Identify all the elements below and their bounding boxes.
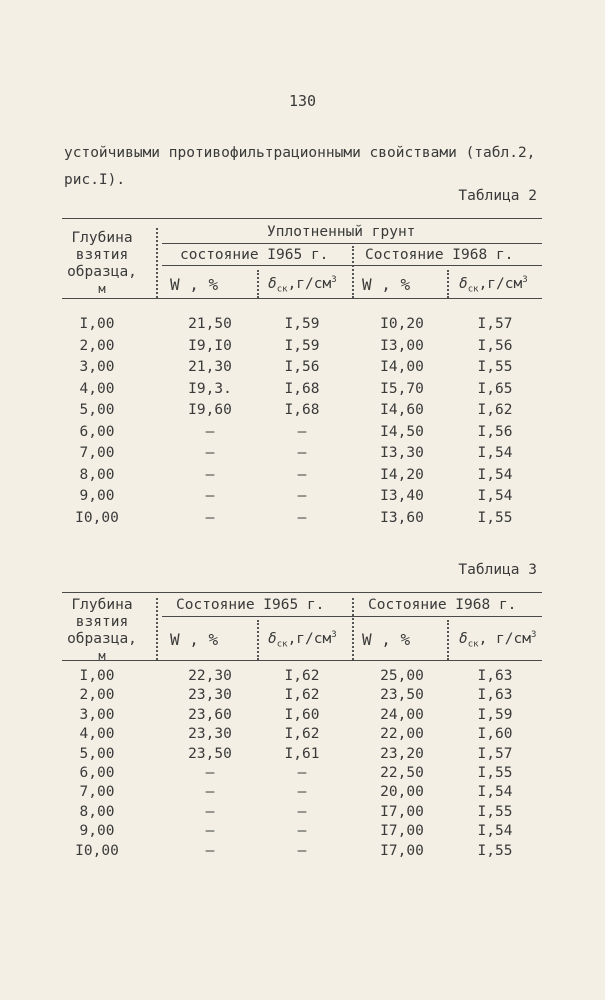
table3-density-1968: $\delta_{ск}$, $г/см^3$ [459,630,537,650]
table3-depth-header-line: взятия [75,614,129,630]
cell-density-1965: I,56 [284,359,320,375]
cell-w-1965: – [205,784,215,801]
cell-density-1965: I,62 [284,726,320,743]
cell-density-1965: – [297,765,307,781]
table2-depth-header-line: Глубина [71,230,133,246]
table3-caption: Таблица 3 [458,562,537,578]
table-row [62,843,542,864]
cell-depth: 4,00 [79,726,115,743]
cell-density-1968: I,56 [477,423,513,440]
cell-density-1965: I,59 [284,316,320,332]
cell-density-1965: I,59 [284,337,320,354]
table2-divider [156,228,158,298]
density-subscript: ск [276,284,288,295]
cell-depth: 5,00 [79,745,115,762]
table2-depth-header-line: взятия [75,247,129,263]
cell-w-1968: 25,00 [380,668,424,684]
table3-state-1968: Состояние I968 г. [368,597,517,613]
table-row [62,784,542,805]
cell-w-1968: I3,00 [380,337,424,354]
cell-w-1965: – [205,842,215,859]
cell-w-1968: I7,00 [380,823,424,840]
cell-depth: 8,00 [79,803,115,820]
cell-density-1968: I,54 [477,823,513,840]
cell-depth: 7,00 [79,784,115,801]
table2-divider [447,270,449,298]
cell-density-1965: I,68 [284,402,320,418]
cell-w-1965: 22,30 [188,668,232,684]
table-row [62,338,542,359]
table2-group-rule [162,243,542,244]
table-row [62,445,542,466]
cell-w-1965: I9,60 [188,402,232,418]
cell-depth: 5,00 [79,402,115,418]
cell-w-1968: 20,00 [380,784,424,801]
cell-w-1968: 24,00 [380,706,424,723]
cell-w-1965: 21,30 [188,359,232,375]
cell-w-1968: I4,20 [380,466,424,483]
cell-density-1965: I,68 [284,380,320,397]
table2-divider [352,246,354,298]
cell-density-1968: I,55 [477,359,513,375]
density-subscript: ск [467,639,479,650]
table2 [62,218,542,538]
cell-density-1968: I,60 [477,726,513,743]
table3-divider [156,598,158,660]
table3-depth-header-line: м [98,649,106,663]
density-sup: 3 [331,630,337,640]
cell-density-1968: I,59 [477,706,513,723]
cell-density-1968: I,62 [477,402,513,418]
table3-w-1965: W , % [170,630,219,649]
cell-w-1965: – [205,488,215,504]
cell-w-1968: I7,00 [380,842,424,859]
cell-w-1965: 23,60 [188,706,232,723]
table3-divider [257,620,259,660]
table2-density-1968 [459,275,528,295]
cell-w-1965: 23,50 [188,745,232,762]
cell-w-1965: – [205,445,215,461]
table-row [62,381,542,402]
cell-w-1965: – [205,466,215,483]
cell-w-1965: – [205,423,215,440]
cell-w-1968: I7,00 [380,803,424,820]
cell-w-1968: 23,50 [380,687,424,704]
table-row [62,707,542,728]
table-row [62,424,542,445]
cell-density-1965: – [297,445,307,461]
cell-w-1965: – [205,823,215,840]
density-sup: 3 [530,630,537,640]
cell-density-1968: I,54 [477,445,513,461]
table-row [62,726,542,747]
cell-w-1968: 23,20 [380,745,424,762]
cell-w-1968: 22,50 [380,765,424,781]
density-symbol: δ [268,275,277,292]
table-row [62,668,542,689]
cell-density-1968: I,63 [477,668,513,684]
cell-w-1965: – [205,765,215,781]
table3-divider [447,620,449,660]
table-row [62,488,542,509]
table2-depth-header-line: м [98,282,106,296]
table2-w-1968: W , % [362,275,411,294]
table-row [62,804,542,825]
cell-density-1965: – [297,509,307,526]
cell-density-1965: – [297,466,307,483]
cell-depth: 6,00 [79,765,115,781]
table2-depth-header [62,230,142,298]
density-symbol: δ [459,630,468,647]
cell-density-1965: – [297,823,307,840]
table-row [62,359,542,380]
cell-density-1968: I,55 [477,842,513,859]
density-sup: 3 [522,275,528,285]
cell-depth: 3,00 [79,359,115,375]
cell-density-1968: I,63 [477,687,513,704]
table2-divider [257,270,259,298]
density-symbol: δ [268,630,277,647]
table-row [62,316,542,337]
table3-divider [352,598,354,660]
density-unit: ,г/см [287,630,332,647]
cell-depth: I,00 [79,668,115,684]
table3-state-rule [162,616,542,617]
density-unit: ,г/см [478,275,523,292]
cell-w-1968: I3,60 [380,509,424,526]
cell-density-1965: – [297,423,307,440]
table3-depth-header-line: образца, [67,631,137,647]
table-row [62,765,542,786]
density-subscript: ск [276,639,288,650]
table3-depth-header [62,597,142,665]
cell-w-1965: 21,50 [188,316,232,332]
cell-density-1968: I,54 [477,488,513,504]
table2-density-1965 [268,275,337,295]
table3-w-1968: W , % [362,630,411,649]
paragraph [64,140,554,194]
cell-w-1968: I5,70 [380,380,424,397]
table3-density-1965 [268,630,337,650]
table2-state-1965: состояние I965 г. [180,247,329,263]
cell-density-1968: I,57 [477,316,513,332]
cell-w-1968: I4,50 [380,423,424,440]
table-row [62,402,542,423]
table-row [62,510,542,531]
cell-density-1968: I,55 [477,765,513,781]
density-unit: ,г/см [287,275,332,292]
density-sup: 3 [331,275,337,285]
cell-depth: 8,00 [79,466,115,483]
cell-density-1965: I,61 [284,745,320,762]
table2-state-1968: Состояние I968 г. [365,247,514,263]
table3-header-rule [62,660,542,661]
cell-density-1968: I,65 [477,380,513,397]
cell-w-1968: I3,40 [380,488,424,504]
table-row [62,467,542,488]
table3-depth-header-line: Глубина [71,597,133,613]
table3-top-rule [62,592,542,593]
cell-density-1968: I,54 [477,466,513,483]
cell-w-1965: – [205,509,215,526]
cell-density-1965: I,62 [284,687,320,704]
cell-w-1968: I0,20 [380,316,424,332]
cell-depth: 6,00 [79,423,115,440]
cell-w-1968: I4,00 [380,359,424,375]
cell-depth: 3,00 [79,706,115,723]
cell-density-1965: I,62 [284,668,320,684]
cell-density-1965: – [297,488,307,504]
cell-depth: 7,00 [79,445,115,461]
cell-w-1965: 23,30 [188,687,232,704]
cell-density-1968: I,57 [477,745,513,762]
density-subscript: ск [467,284,479,295]
table2-w-1965: W , % [170,275,219,294]
table-row [62,746,542,767]
density-unit: г/см [496,630,531,647]
table2-header-rule [62,298,542,299]
cell-w-1968: I4,60 [380,402,424,418]
cell-density-1965: – [297,784,307,801]
cell-depth: 9,00 [79,823,115,840]
table2-state-rule [162,265,542,266]
table3 [62,592,542,882]
cell-depth: 4,00 [79,380,115,397]
density-symbol: δ [459,275,468,292]
cell-density-1968: I,55 [477,509,513,526]
cell-density-1965: I,60 [284,706,320,723]
table2-group-header: Уплотненный грунт [267,224,416,240]
cell-density-1968: I,54 [477,784,513,801]
table-row [62,687,542,708]
paragraph-line-2: рис.I). [64,172,126,188]
cell-depth: I0,00 [75,842,119,859]
paragraph-line-1: устойчивыми противофильтрационными свойствами (табл.2, [64,145,536,161]
cell-density-1968: I,55 [477,803,513,820]
cell-w-1968: I3,30 [380,445,424,461]
table-row [62,823,542,844]
cell-depth: I0,00 [75,509,119,526]
table3-state-1965: Состояние I965 г. [176,597,325,613]
cell-w-1965: I9,3. [188,380,232,397]
table2-depth-header-line: образца, [67,264,137,280]
cell-w-1965: – [205,803,215,820]
cell-density-1965: – [297,803,307,820]
cell-w-1965: 23,30 [188,726,232,743]
cell-depth: I,00 [79,316,115,332]
cell-density-1968: I,56 [477,337,513,354]
cell-w-1965: I9,I0 [188,337,232,354]
cell-depth: 2,00 [79,337,115,354]
cell-depth: 9,00 [79,488,115,504]
cell-density-1965: – [297,842,307,859]
cell-depth: 2,00 [79,687,115,704]
page-number: 130 [288,92,317,110]
table2-caption: Таблица 2 [458,188,537,204]
cell-w-1968: 22,00 [380,726,424,743]
table2-top-rule [62,218,542,219]
